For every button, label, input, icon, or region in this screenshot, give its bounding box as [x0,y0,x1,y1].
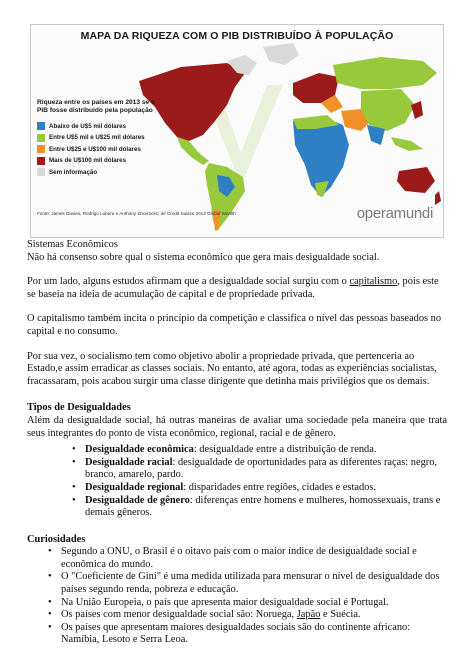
legend-label: Entre U$25 e U$100 mil dólares [49,145,141,153]
inequality-type-term: Desigualdade racial [85,456,173,468]
legend-item [37,155,155,167]
legend-swatch [37,122,45,130]
legend-label: Sem informação [49,168,98,176]
curiosity-item: • Na União Europeia, o país que apresenta maior desigualdade social é Portugal. [61,597,447,610]
economic-paragraph-1 [27,276,447,301]
legend-list [37,121,155,179]
p1-text-before: Por um lado, alguns estudos afirmam que a desigualdade social surgiu com o [27,276,350,288]
map-legend [37,99,155,178]
legend-item [37,132,155,144]
article-body [27,239,447,647]
capitalism-link[interactable]: capitalismo [349,276,398,288]
legend-item [37,121,155,133]
legend-item [37,144,155,156]
inequality-type-item [85,495,447,520]
inequality-type-term: Desigualdade de gênero [85,494,190,506]
legend-swatch [37,145,45,153]
inequality-type-description: : desigualdade entre a distribuição de renda. [193,444,377,456]
curiosity-text-before: Os países com menor desigualdade social são: Noruega, [61,609,297,621]
inequality-type-item [85,482,447,495]
figure-title: MAPA DA RIQUEZA COM O PIB DISTRIBUÍDO À POPULAÇÃO [80,30,394,42]
curiosity-item [61,609,447,622]
inequality-types-list [27,444,447,520]
inequality-type-description: : diferenças entre homens e mulheres, homossexuais, trans e demais gêneros. [85,494,441,519]
legend-swatch [37,168,45,176]
economic-paragraph-3: Por sua vez, o socialismo tem como objetivo abolir a propriedade privada, que pertenceria ao Estado,e assim erradicar as classes sociais. No entanto, até agora, todas as experiências socialistas, fracassaram, pois acabou surgir uma classe dirigente que detinha mais privilégios que os demais. [27,350,437,387]
curiosity-item: • Os países que apresentam maiores desigualdades sociais são do continente africano: Namíbia, Lesoto e Serra Leoa. [61,622,447,647]
curiosity-text-after: e Suécia. [320,609,361,621]
japan-link[interactable]: Japão [296,609,321,621]
p1-text-after: , pois este se baseia na ideia de acumulação de capital e de propriedade privada. [27,276,439,300]
economic-paragraph-2: O capitalismo também incita o princípio da competição e classifica o nível das pessoas baseados no capital e no consumo. [27,313,442,337]
legend-label: Abaixo de U$5 mil dólares [49,122,127,130]
section-heading-economic-systems: Sistemas Econômicos [27,239,118,250]
economic-intro: Não há consenso sobre qual o sistema econômico que gera mais desigualdade social. [27,251,380,263]
inequality-type-term: Desigualdade econômica [85,444,194,456]
legend-label: Entre U$5 mil e U$25 mil dólares [49,134,145,142]
legend-title: Riqueza entre os países em 2013 se o PIB fosse distribuído pela população [37,99,156,114]
legend-label: Mais de U$100 mil dólares [49,157,127,165]
inequality-type-term: Desigualdade regional [85,481,184,493]
inequality-type-item [85,444,447,457]
curiosity-item: • Segundo a ONU, o Brasil é o oitavo país com o maior índice de desigualdade social e econômica do mundo. [61,546,447,571]
inequality-type-description: : disparidades entre regiões, cidades e estados. [183,481,376,493]
curiosity-item: • O "Coeficiente de Gini" é uma medida utilizada para mensurar o nível de desigualdade dos países segundo renda, pobreza e educação. [61,571,447,596]
section-heading-inequality-types: Tipos de Desigualdades [27,402,131,414]
inequality-type-item [85,457,447,482]
curiosities-list [27,546,447,647]
section-heading-curiosities: Curiosidades [27,533,86,545]
inequality-types-intro: Além da desigualdade social, há outras maneiras de avaliar uma sociedade pela maneira que trata seus integrantes do ponto de vista econômico, regional, racial e de gênero. [27,414,447,439]
legend-item [37,167,155,179]
inequality-type-description: : desigualdade de oportunidades para as diferentes raças: negro, branco, amarelo, pardo. [85,456,438,481]
legend-swatch [37,134,45,142]
brand-logo: operamundi [356,205,433,222]
legend-swatch [37,157,45,165]
wealth-map-figure [30,24,444,238]
figure-source: Fonte: James Davies, Rodrigo Lubera e Anthony Shorrocks, de Credit Suisse 2013 Global Wealth [37,211,236,216]
